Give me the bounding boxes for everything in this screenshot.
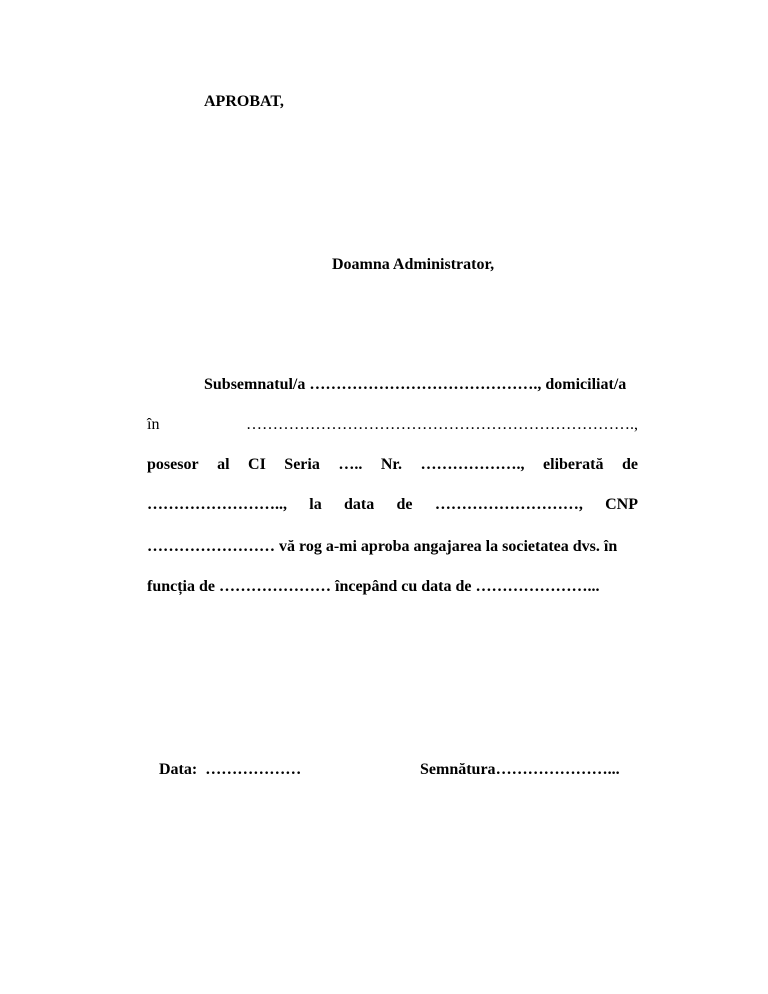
date-word-data: data [344, 496, 375, 513]
issue-date-blank: ………………………, [434, 496, 583, 513]
start-date-blank: …………………... [475, 578, 600, 595]
signature-label: Semnătura [420, 761, 496, 778]
id-word-posesor: posesor [147, 456, 199, 473]
request-line-4 [147, 495, 638, 515]
date-word-la: la [309, 496, 322, 513]
position-label: funcția de [147, 578, 215, 595]
addressee-heading: Doamna Administrator, [332, 256, 495, 273]
in-label: în [147, 416, 160, 433]
signature-blank: …………………... [495, 761, 620, 778]
address-blank: ………………………………………………………………., [246, 416, 638, 433]
applicant-name-blank: ……………………………………. [309, 376, 538, 393]
cnp-blank: …………………… [147, 538, 275, 555]
date-blank: ……………… [205, 761, 302, 778]
cnp-label: CNP [605, 496, 638, 513]
request-line-5 [147, 537, 617, 557]
request-line-6 [147, 577, 599, 597]
position-blank: ………………… [219, 578, 331, 595]
request-line-3 [147, 455, 638, 475]
date-field [159, 760, 301, 780]
id-word-ci: CI [248, 456, 266, 473]
domicile-label: , domiciliat/a [537, 376, 627, 393]
signature-field [420, 760, 620, 780]
id-word-de: de [621, 456, 638, 473]
approval-heading: APROBAT, [204, 93, 284, 110]
id-series-blank: ….. [338, 456, 363, 473]
id-word-eliberata: eliberată [543, 456, 604, 473]
request-text: vă rog a-mi aproba angajarea la societatea dvs. în [279, 538, 618, 555]
applicant-label: Subsemnatul/a [204, 376, 306, 393]
id-word-al: al [217, 456, 230, 473]
request-line-2 [147, 415, 638, 435]
start-date-label: începând cu data de [335, 578, 472, 595]
issuer-blank: …………………….., [147, 496, 287, 513]
date-label: Data: [159, 761, 198, 778]
request-line-1 [204, 375, 626, 395]
id-number-blank: ………………., [420, 456, 525, 473]
date-word-de: de [396, 496, 413, 513]
id-word-nr: Nr. [380, 456, 403, 473]
id-word-seria: Seria [284, 456, 320, 473]
